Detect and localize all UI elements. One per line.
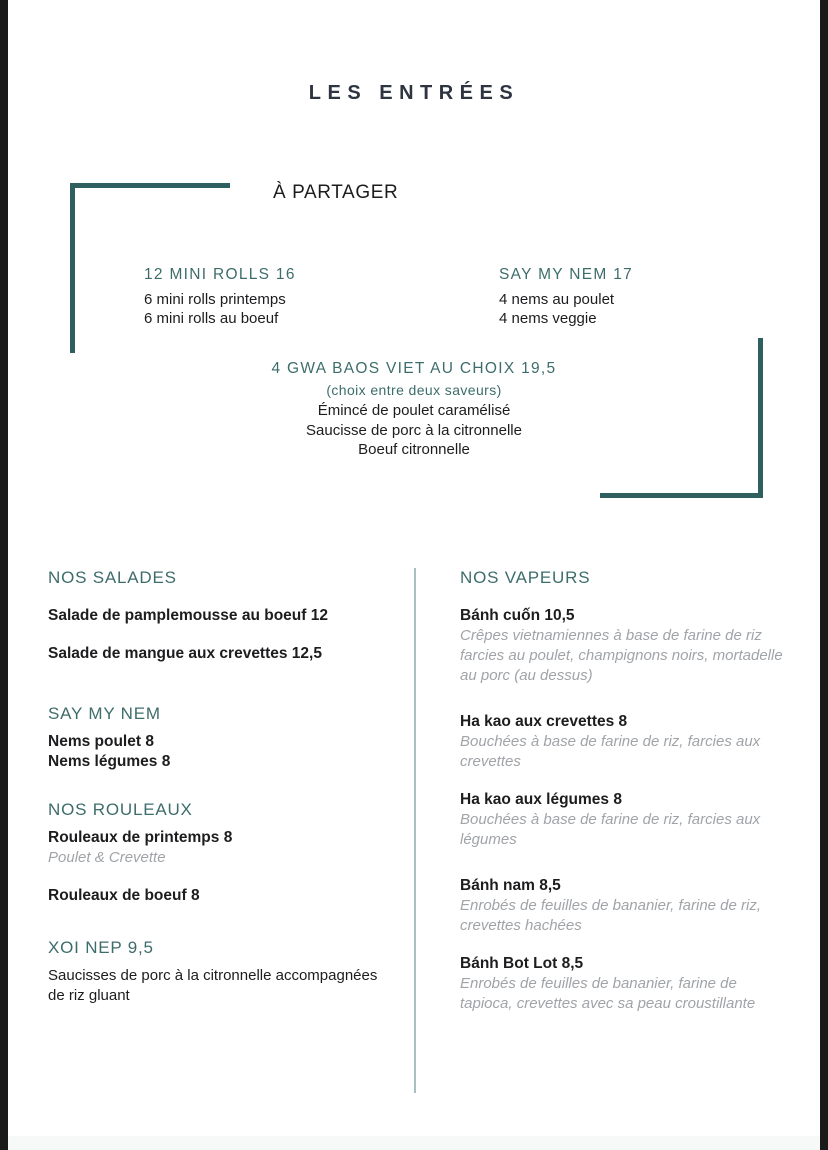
share-item-title: SAY MY NEM 17 (499, 266, 634, 283)
menu-item-name: Ha kao aux légumes 8 (460, 791, 622, 808)
menu-item-name: Salade de mangue aux crevettes 12,5 (48, 645, 322, 662)
section-heading-xoi-nep: XOI NEP 9,5 (48, 938, 154, 957)
menu-item (460, 954, 790, 1014)
menu-item (460, 876, 790, 936)
right-menu-column (460, 568, 790, 1032)
menu-item (48, 828, 388, 868)
menu-item (48, 644, 388, 664)
menu-item (460, 606, 790, 686)
column-divider (414, 568, 416, 1093)
bracket-top-left-vertical (70, 183, 75, 353)
menu-item (460, 712, 790, 772)
page-bottom-band (8, 1136, 820, 1150)
spacer (48, 682, 388, 704)
share-item-title: 12 MINI ROLLS 16 (144, 266, 296, 283)
menu-item-description: Bouchées à base de farine de riz, farcies aux crevettes (460, 733, 761, 770)
menu-item-description: Bouchées à base de farine de riz, farcies aux légumes (460, 811, 761, 848)
bracket-top-left-horizontal (70, 183, 230, 188)
menu-item (460, 790, 790, 850)
menu-item (48, 732, 388, 772)
bracket-bottom-right-horizontal (600, 493, 763, 498)
menu-item-name: Salade de pamplemousse au boeuf 12 (48, 607, 328, 624)
menu-item-name: Nems légumes 8 (48, 753, 171, 770)
menu-item-name: Nems poulet 8 (48, 733, 154, 750)
share-item-title: 4 GWA BAOS VIET AU CHOIX 19,5 (271, 360, 557, 377)
section-heading-vapeurs: NOS VAPEURS (460, 568, 591, 587)
menu-item-name: Rouleaux de printemps 8 (48, 829, 233, 846)
section-heading-say-my-nem: SAY MY NEM (48, 704, 161, 723)
page-title: LES ENTRÉES (308, 82, 520, 104)
share-item-line: 4 nems au poulet (499, 291, 615, 308)
share-section-heading: À PARTAGER (273, 182, 399, 203)
share-item-subtitle: (choix entre deux saveurs) (326, 382, 502, 398)
share-item-say-my-nem (499, 266, 633, 328)
menu-item (48, 966, 388, 1006)
spacer (460, 868, 790, 876)
spacer (48, 924, 388, 938)
menu-item (48, 606, 388, 626)
menu-item-description: Enrobés de feuilles de bananier, farine de riz, crevettes hachées (460, 897, 762, 934)
menu-item-description: Crêpes vietnamiennes à base de farine de riz farcies au poulet, champignons noirs, mortadelle au porc (au dessus) (460, 627, 783, 684)
share-item-mini-rolls (144, 266, 296, 328)
menu-item-description: Enrobés de feuilles de bananier, farine de tapioca, crevettes avec sa peau croustillante (460, 975, 756, 1012)
menu-item (48, 886, 388, 906)
menu-item-name: Bánh Bot Lot 8,5 (460, 955, 584, 972)
menu-item-name: Bánh nam 8,5 (460, 877, 561, 894)
spacer (48, 778, 388, 800)
menu-item-name: Ha kao aux crevettes 8 (460, 713, 628, 730)
share-item-line: 6 mini rolls printemps (144, 291, 286, 308)
menu-item-name: Rouleaux de boeuf 8 (48, 887, 200, 904)
menu-page (8, 0, 820, 1150)
share-item-gwa-baos (8, 360, 820, 460)
menu-item-description: Saucisses de porc à la citronnelle accompagnées de riz gluant (48, 967, 378, 1004)
spacer (460, 704, 790, 712)
share-item-line: Émincé de poulet caramélisé (317, 402, 511, 419)
section-heading-salades: NOS SALADES (48, 568, 177, 587)
share-item-line: 6 mini rolls au boeuf (144, 310, 279, 327)
share-item-line: 4 nems veggie (499, 310, 597, 327)
menu-item-description: Poulet & Crevette (48, 849, 166, 866)
share-item-line: Saucisse de porc à la citronnelle (306, 421, 522, 439)
section-heading-rouleaux: NOS ROULEAUX (48, 800, 193, 819)
share-item-line: Boeuf citronnelle (358, 441, 470, 458)
left-menu-column (48, 568, 388, 1024)
menu-item-name: Bánh cuốn 10,5 (460, 607, 575, 624)
